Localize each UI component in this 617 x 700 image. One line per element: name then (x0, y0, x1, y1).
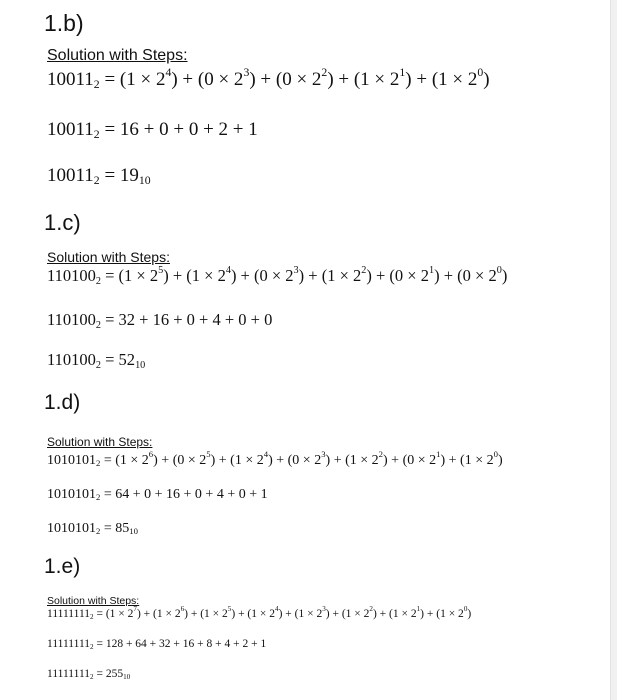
equation-1b-step2: $10011_2 = 16 + 0 + 0 + 2 + 1$ (47, 119, 258, 142)
solution-label-1e: Solution with Steps: (47, 595, 140, 607)
heading-1d: 1.d) (44, 391, 81, 414)
equation-1e-step1: $11111111_2 = (1 \times 2^7) + (1 \times 2^6) + (1 \times 2^5) + (1 \times 2^4) + (1 \times 2^3) + (1 \times 2^2) + (1 \times 2^1) + (1 \times 2^0)$ (47, 605, 472, 621)
solution-label-1b: Solution with Steps: (47, 47, 188, 64)
equation-1b-step1: $10011_2 = (1 \times 2^4) + (0 \times 2^3) + (0 \times 2^2) + (1 \times 2^1) + (1 \times 2^0)$ (47, 65, 490, 92)
heading-1b: 1.b) (44, 10, 84, 36)
heading-1e: 1.e) (44, 555, 81, 578)
page-edge (610, 0, 617, 700)
equation-1e-step2: $11111111_2 = 128 + 64 + 32 + 16 + 8 + 4 + 2 + 1$ (47, 638, 267, 651)
equation-1d-step2: $1010101_2 = 64 + 0 + 16 + 0 + 4 + 0 + 1$ (47, 487, 268, 503)
equation-1d-result: $1010101_2 = 85_{10}$ (47, 521, 138, 537)
equation-1d-step1: $1010101_2 = (1 \times 2^6) + (0 \times 2^5) + (1 \times 2^4) + (0 \times 2^3) + (1 \times 2^2) + (0 \times 2^1) + (1 \times 2^0)$ (47, 449, 503, 469)
heading-1c: 1.c) (44, 210, 81, 235)
equation-1c-step2: $110100_2 = 32 + 16 + 0 + 4 + 0 + 0$ (47, 310, 273, 331)
equation-1e-result: $11111111_2 = 255_{10}$ (47, 668, 131, 681)
solution-label-1d: Solution with Steps: (47, 435, 153, 449)
equation-1b-result: $10011_2 = 19_{10}$ (47, 165, 151, 188)
solution-label-1c: Solution with Steps: (47, 249, 170, 265)
equation-1c-step1: $110100_2 = (1 \times 2^5) + (1 \times 2^4) + (0 \times 2^3) + (1 \times 2^2) + (0 \times 2^1) + (0 \times 2^0)$ (47, 264, 508, 287)
equation-1c-result: $110100_2 = 52_{10}$ (47, 350, 146, 371)
